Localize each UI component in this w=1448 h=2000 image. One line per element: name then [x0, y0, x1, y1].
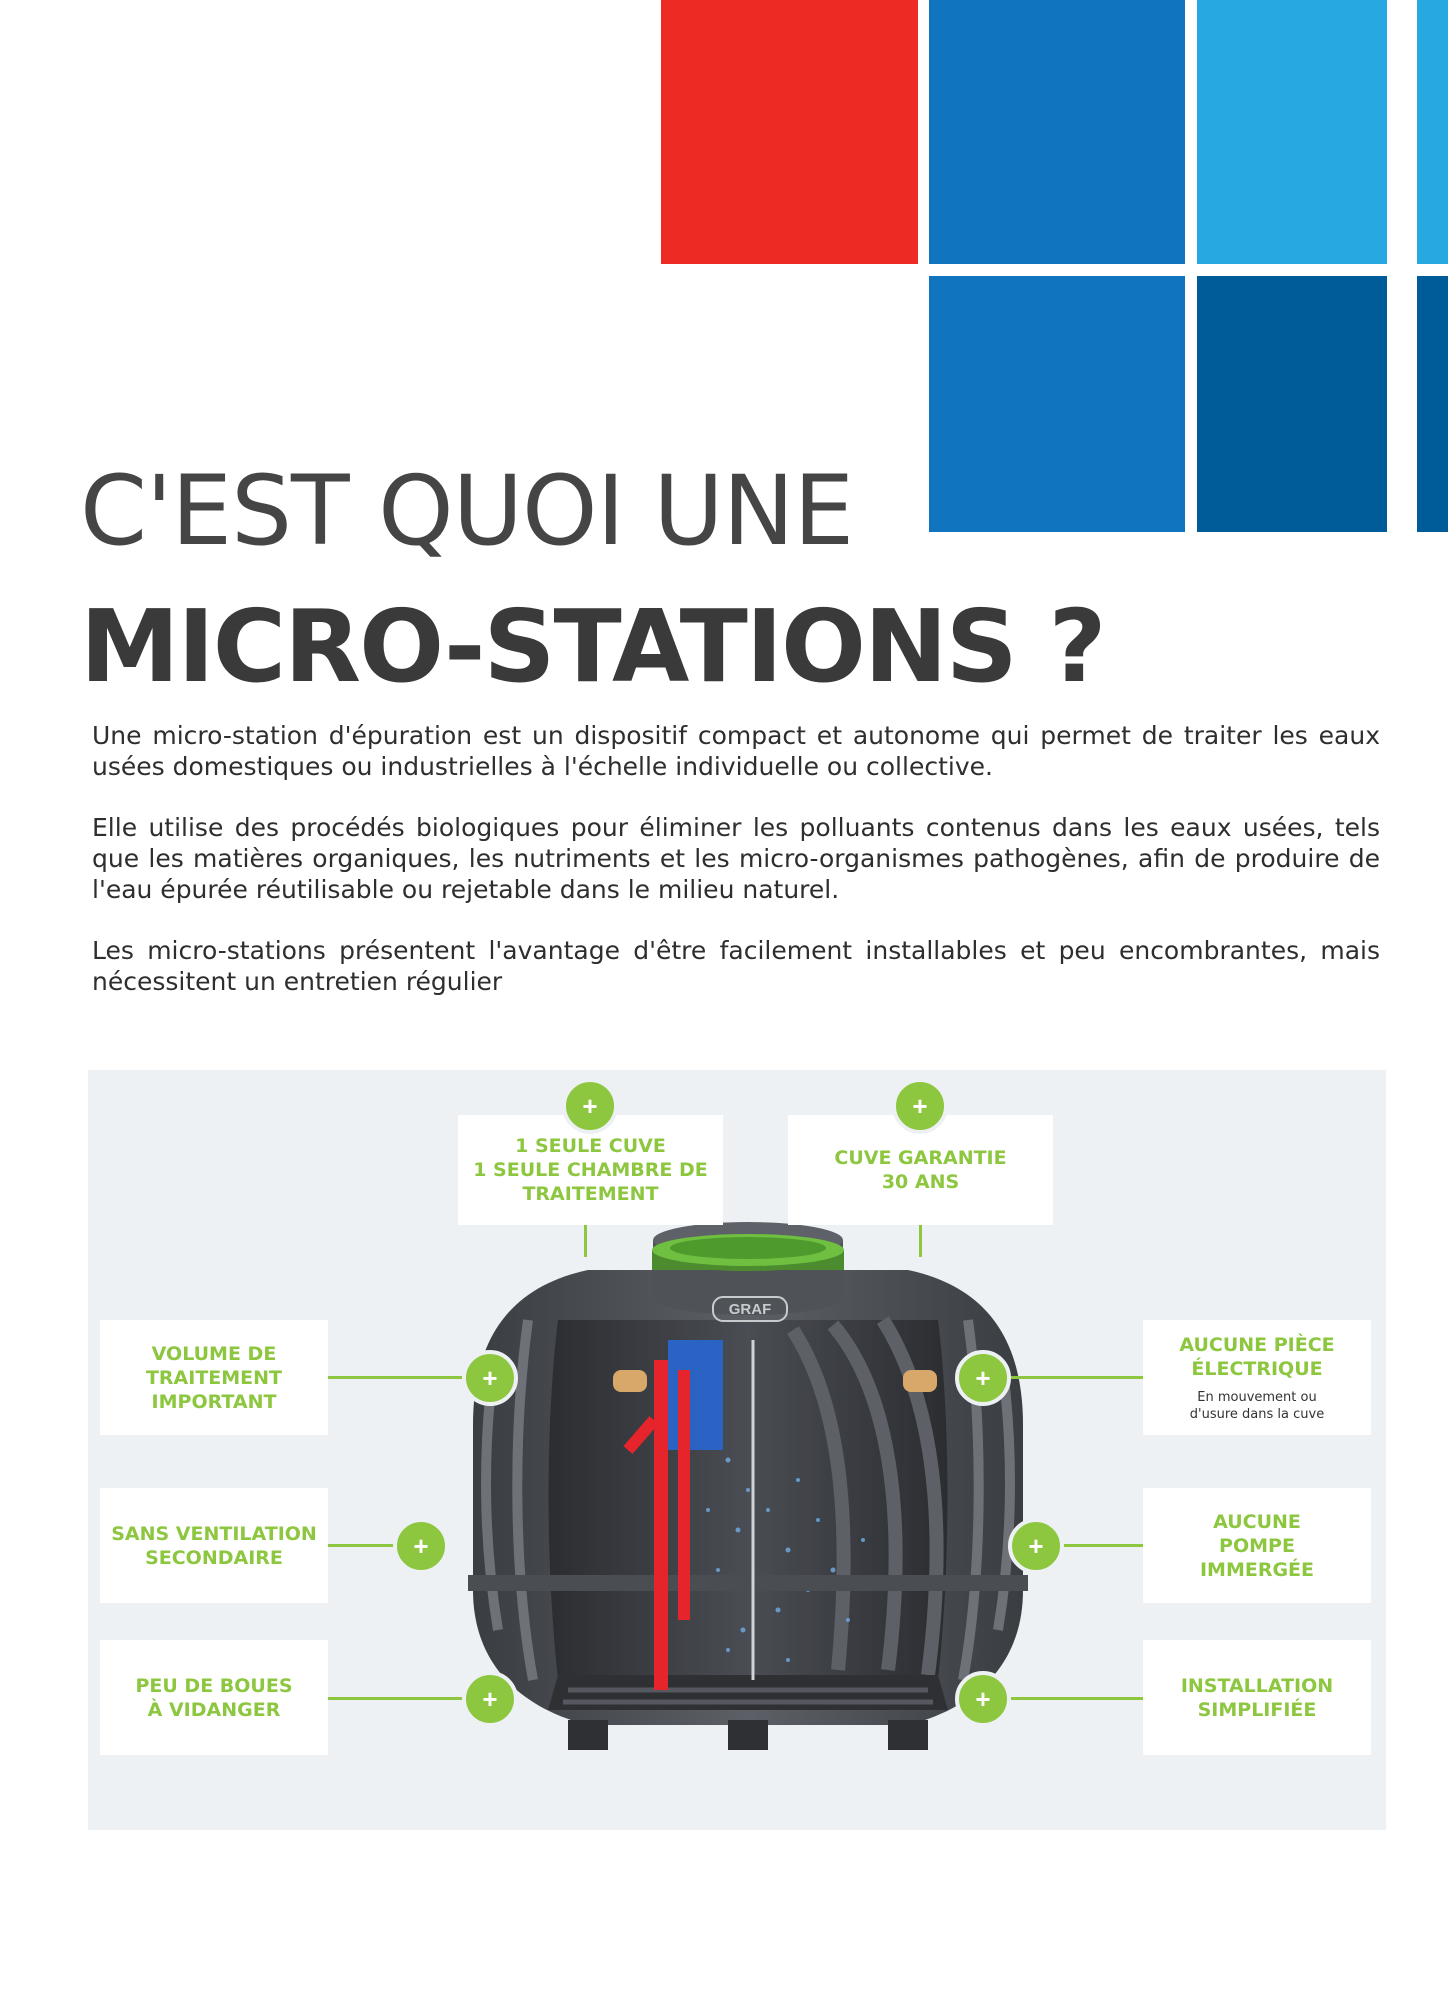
decor-square-red — [661, 0, 918, 264]
plus-icon: + — [1008, 1518, 1064, 1574]
paragraph-2: Elle utilise des procédés biologiques pour éliminer les polluants contenus dans les eaux usées, tels que les matières organiques, les nutriments et les micro-organismes pathogènes, afin de produire de l'eau épurée réutilisable ou rejetable dans le milieu naturel. — [92, 813, 1380, 904]
micro-station-illustration — [88, 1070, 1386, 1830]
label-left-volume: VOLUME DE TRAITEMENT IMPORTANT — [100, 1320, 328, 1435]
brand-logo: GRAF — [712, 1296, 788, 1322]
decor-square-blue-2 — [1197, 0, 1387, 264]
plus-icon: + — [892, 1078, 948, 1134]
label-right-pump: AUCUNE POMPE IMMERGÉE — [1143, 1488, 1371, 1603]
label-top-guarantee: CUVE GARANTIE 30 ANS — [788, 1115, 1053, 1225]
label-left-ventilation: SANS VENTILATION SECONDAIRE — [100, 1488, 328, 1603]
paragraph-3: Les micro-stations présentent l'avantage d'être facilement installables et peu encombrantes, mais nécessitent un entretien régulier — [92, 936, 1380, 996]
plus-icon: + — [462, 1350, 518, 1406]
plus-icon: + — [462, 1671, 518, 1727]
decor-square-white-strip — [1387, 28, 1417, 264]
plus-icon: + — [955, 1671, 1011, 1727]
plus-icon: + — [955, 1350, 1011, 1406]
plus-icon: + — [562, 1078, 618, 1134]
title-line-1: C'EST QUOI UNE — [80, 455, 854, 567]
label-left-sludge: PEU DE BOUES À VIDANGER — [100, 1640, 328, 1755]
label-right-installation: INSTALLATION SIMPLIFIÉE — [1143, 1640, 1371, 1755]
title-line-2: MICRO-STATIONS ? — [80, 588, 1105, 705]
decor-square-blue-2b — [1417, 0, 1448, 264]
paragraph-1: Une micro-station d'épuration est un dispositif compact et autonome qui permet de traiter les eaux usées domestiques ou industrielles à l'échelle individuelle ou collective. — [92, 721, 1380, 781]
decor-square-blue-4 — [1197, 276, 1387, 532]
plus-icon: + — [393, 1518, 449, 1574]
decor-square-blue-1 — [929, 0, 1185, 264]
decor-square-blue-3 — [929, 276, 1185, 532]
label-right-electric: AUCUNE PIÈCE ÉLECTRIQUE En mouvement ou d'usure dans la cuve — [1143, 1320, 1371, 1435]
label-top-single-tank: 1 SEULE CUVE 1 SEULE CHAMBRE DE TRAITEMENT — [458, 1115, 723, 1225]
decor-square-blue-5 — [1417, 276, 1448, 532]
